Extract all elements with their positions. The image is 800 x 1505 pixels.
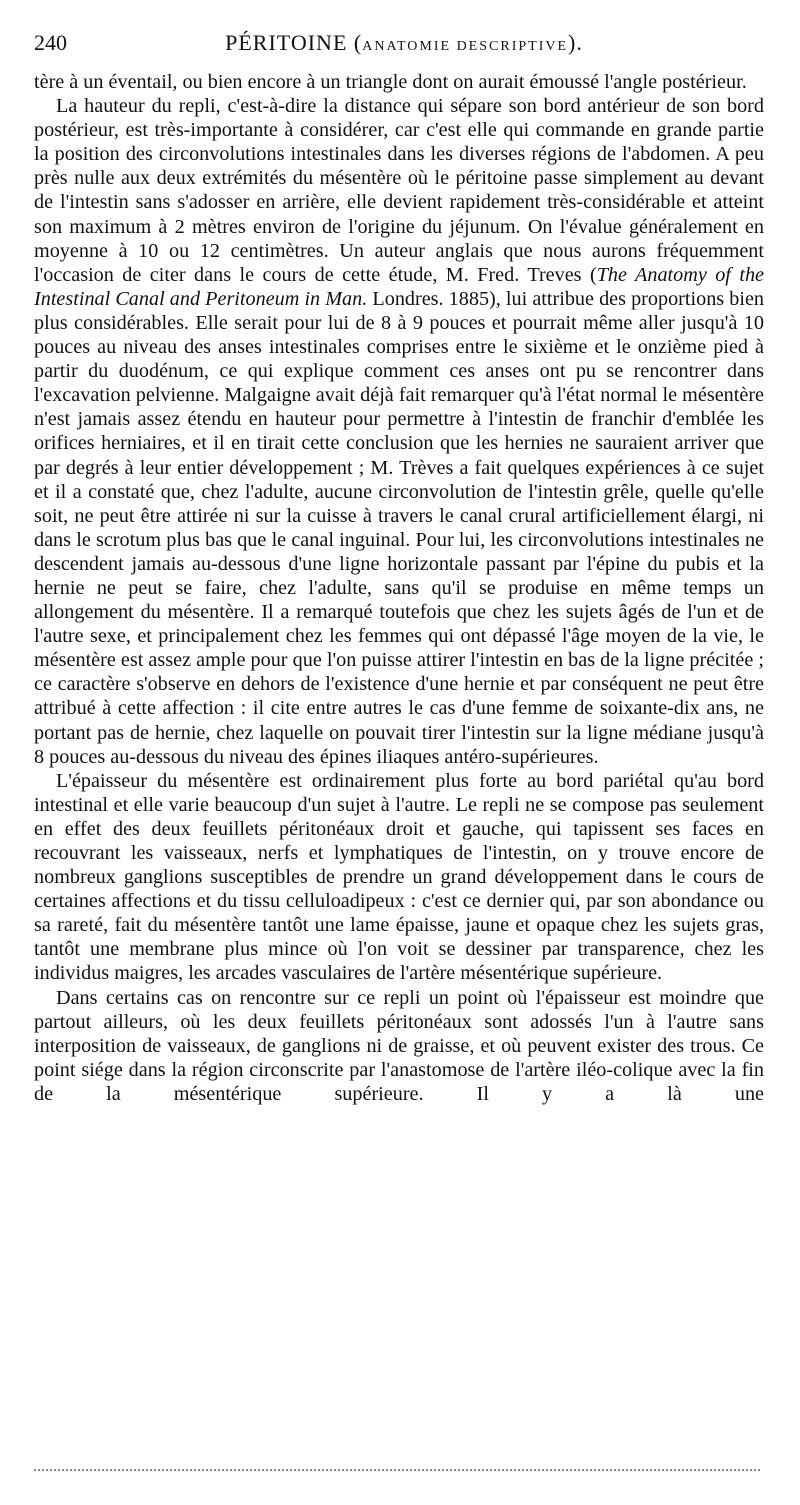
paragraph-text: La hauteur du repli, c'est-à-dire la distance qui sépare son bord antérieur de son bord postérieur, est très-importante à considérer, car c'est elle qui commande en grande partie la position des circonvolutions intestinales dans les diverses régions de l'abdomen. A peu près nulle aux deux extrémités du mésentère où le péritoine passe simplement au devant de l'intestin sans s'adosser en arrière, elle devient rapidement très-considérable et atteint son maximum à 2 mètres environ de l'origine du jéjunum. On l'évalue généralement en moyenne à 10 ou 12 centimètres. Un auteur anglais que nous aurons fréquemment l'occasion de citer dans le cours de cette étude, M. Fred. Treves (	[34, 95, 764, 286]
page-header	[34, 30, 774, 60]
paragraph-text: L'épaisseur du mésentère est ordinairement plus forte au bord pariétal qu'au bord intestinal et elle varie beaucoup d'un sujet à l'autre. Le repli ne se compose pas seulement en effet des deux feuillets péritonéaux droit et gauche, qui tapissent ses faces en recouvrant les vaisseaux, nerfs et lymphatiques de l'intestin, on y trouve encore de nombreux ganglions susceptibles de prendre un grand développement dans le cours de certaines affections et du tissu celluloadipeux : c'est ce dernier qui, par son abondance ou sa rareté, fait du mésentère tantôt une lame épaisse, jaune et opaque chez les sujets gras, tantôt une membrane plus mince où l'on voit se dessiner par transparence, chez les individus maigres, les arcades vasculaires de l'artère mésentérique supérieure.	[34, 769, 764, 985]
page-number: 240	[34, 30, 67, 55]
paragraph-text: Dans certains cas on rencontre sur ce repli un point où l'épaisseur est moindre que partout ailleurs, où les deux feuillets péritonéaux sont adossés l'un à l'autre sans interposition de vaisseaux, de ganglions ni de graisse, et où peuvent exister des trous. Ce point siége dans la région circonscrite par l'anastomose de l'artère iléo-colique avec la fin de la mésentérique supérieure. Il y a là une	[34, 986, 764, 1105]
paragraph-continued	[34, 70, 764, 94]
book-title-citation: The Anatomy of the Intestinal Canal and Peritoneum in Man.	[34, 263, 764, 310]
running-title	[34, 30, 774, 56]
running-title-subtitle: ANATOMIE DESCRIPTIVE	[362, 39, 569, 54]
paragraph-mesentery-thickness	[34, 769, 764, 986]
running-title-main: PÉRITOINE (	[225, 30, 363, 55]
running-title-end: ).	[568, 30, 583, 55]
paragraph-text: tère à un éventail, ou bien encore à un triangle dont on aurait émoussé l'angle postérieur.	[34, 71, 747, 93]
paragraph-text: Londres. 1885), lui attribue des proportions bien plus considérables. Elle serait pour lui de 8 à 9 pouces et pourrait même aller jusqu'à 10 pouces au niveau des anses intestinales comprises entre le sixième et le onzième pied à partir du duodénum, ce qui explique comment ces anses ont pu se rencontrer dans l'excavation pelvienne. Malgaigne avait déjà fait remarquer qu'à l'état normal le mésentère n'est jamais assez étendu en hauteur pour permettre à l'intestin de franchir d'emblée les orifices herniaires, et il en tirait cette conclusion que les hernies ne sauraient arriver que par degrés à leur entier développement ; M. Trèves a fait quelques expériences à ce sujet et il a constaté que, chez l'adulte, aucune circonvolution de l'intestin grêle, quelle qu'elle soit, ne peut être attirée ni sur la cuisse à travers le canal crural artificiellement élargi, ni dans le scrotum plus bas que le canal inguinal. Pour lui, les circonvolutions intestinales ne descendent jamais au-dessous d'une ligne horizontale passant par l'épine du pubis et la hernie ne peut se faire, chez l'adulte, sans qu'il se produise en même temps un allongement du mésentère. Il a remarqué toutefois que chez les sujets âgés de l'un et de l'autre sexe, et principalement chez les femmes qui ont dépassé l'âge moyen de la vie, le mésentère est assez ample pour que l'on puisse attirer l'intestin en bas de la ligne précitée ; ce caractère s'observe en dehors de l'existence d'une hernie et par conséquent ne peut être attribué à cette affection : il cite entre autres le cas d'une femme de soixante-dix ans, ne portant pas de hernie, chez laquelle on pouvait tirer l'intestin sur la ligne médiane jusqu'à 8 pouces au-dessous du niveau des épines iliaques antéro-supérieures.	[34, 287, 764, 768]
paragraph-thin-point	[34, 986, 764, 1106]
body-text	[34, 70, 764, 1106]
paragraph-mesentery-height	[34, 94, 764, 769]
footer-rule	[34, 1469, 760, 1471]
